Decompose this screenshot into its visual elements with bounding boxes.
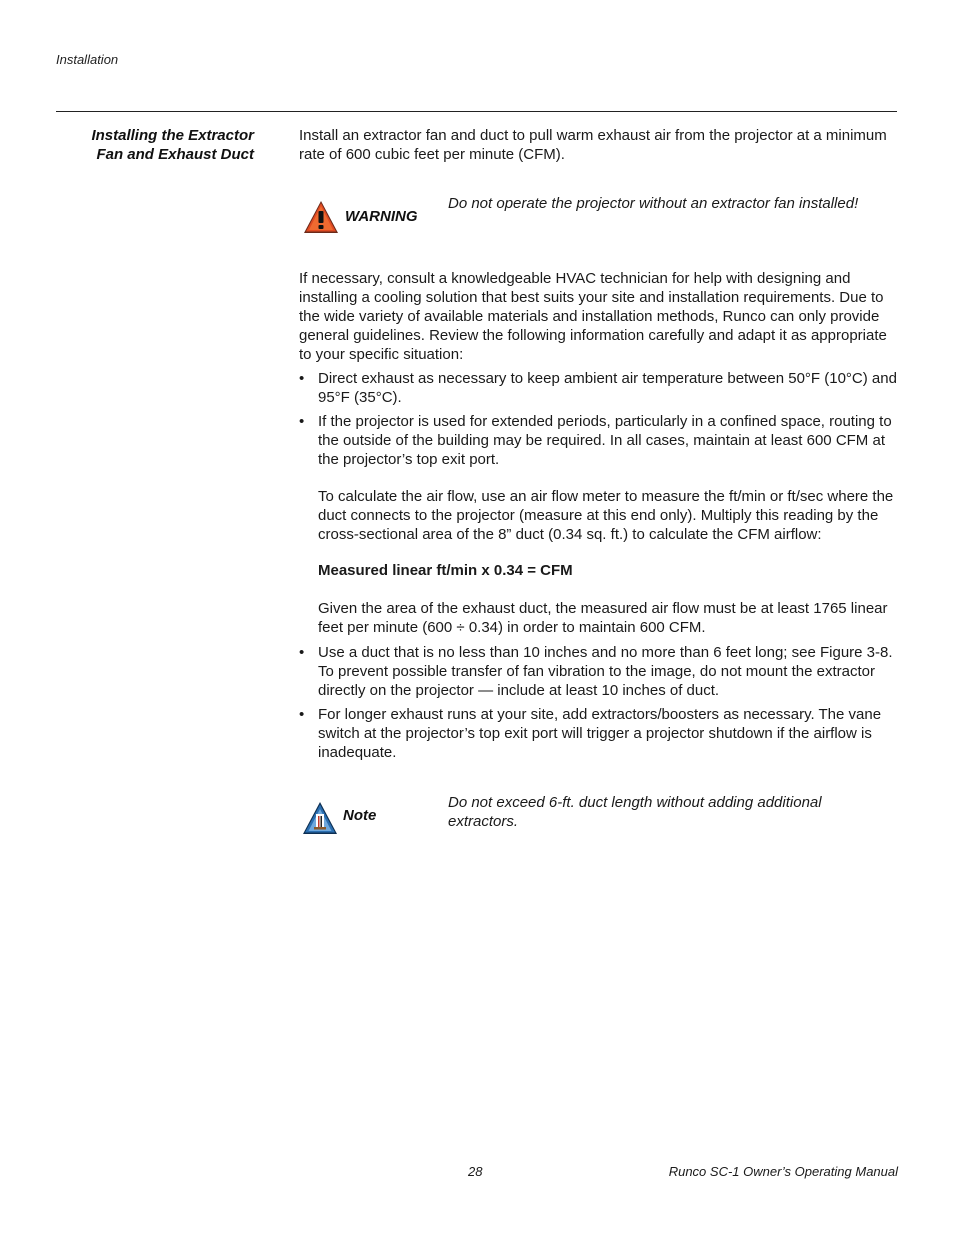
note-info-icon bbox=[301, 800, 339, 836]
hvac-paragraph: If necessary, consult a knowledgeable HVAC technician for help with designing and installing a cooling solution that best suits your site and installation requirements. Due to the wide variety of available materials and installation methods, Runco can only provide general guidelines. Review the following information carefully and adapt it as appropriate to your specific situation: bbox=[299, 270, 887, 363]
note-label: Note bbox=[343, 807, 377, 824]
bullet-marker: • bbox=[299, 706, 305, 723]
intro-paragraph: Install an extractor fan and duct to pull warm exhaust air from the projector at a minimum rate of 600 cubic feet per minute (CFM). bbox=[299, 127, 887, 163]
page-number: 28 bbox=[468, 1164, 483, 1179]
running-header: Installation bbox=[56, 52, 119, 67]
warning-label: WARNING bbox=[345, 208, 418, 225]
warning-triangle-icon bbox=[302, 199, 340, 235]
section-heading-line2: Fan and Exhaust Duct bbox=[96, 146, 254, 163]
bullet-marker: • bbox=[299, 370, 305, 387]
header-rule bbox=[56, 111, 897, 112]
list-item-text: For longer exhaust runs at your site, add extractors/boosters as necessary. The vane switch at the projector’s top exit port will trigger a projector shutdown if the airflow is inadequate. bbox=[318, 706, 882, 761]
manual-title: Runco SC-1 Owner’s Operating Manual bbox=[668, 1164, 898, 1179]
warning-text: Do not operate the projector without an extractor fan installed! bbox=[448, 195, 859, 212]
bullet-marker: • bbox=[299, 644, 305, 661]
bullet-marker: • bbox=[299, 413, 305, 430]
list-item-text: Use a duct that is no less than 10 inches and no more than 6 feet long; see Figure 3-8. To prevent possible transfer of fan vibration to the image, do not mount the extractor directly on the projector — include at least 10 inches of duct. bbox=[318, 644, 893, 699]
airflow-paragraph: To calculate the air flow, use an air flow meter to measure the ft/min or ft/sec where the duct connects to the projector (measure at this end only). Multiply this reading by the cross-sectional area of the 8” duct (0.34 sq. ft.) to calculate the CFM airflow: bbox=[318, 488, 894, 543]
section-heading bbox=[56, 126, 254, 164]
list-item-text: If the projector is used for extended periods, particularly in a confined space, routing to the outside of the building may be required. In all cases, maintain at least 600 CFM at the projector’s top exit port. bbox=[318, 413, 892, 468]
list-item-text: Direct exhaust as necessary to keep ambient air temperature between 50°F (10°C) and 95°F (35°C). bbox=[318, 370, 897, 406]
section-heading-line1: Installing the Extractor bbox=[91, 127, 254, 144]
note-text: Do not exceed 6-ft. duct length without adding additional extractors. bbox=[448, 794, 822, 830]
cfm-formula: Measured linear ft/min x 0.34 = CFM bbox=[318, 562, 573, 579]
given-paragraph: Given the area of the exhaust duct, the measured air flow must be at least 1765 linear feet per minute (600 ÷ 0.34) in order to maintain 600 CFM. bbox=[318, 600, 888, 636]
